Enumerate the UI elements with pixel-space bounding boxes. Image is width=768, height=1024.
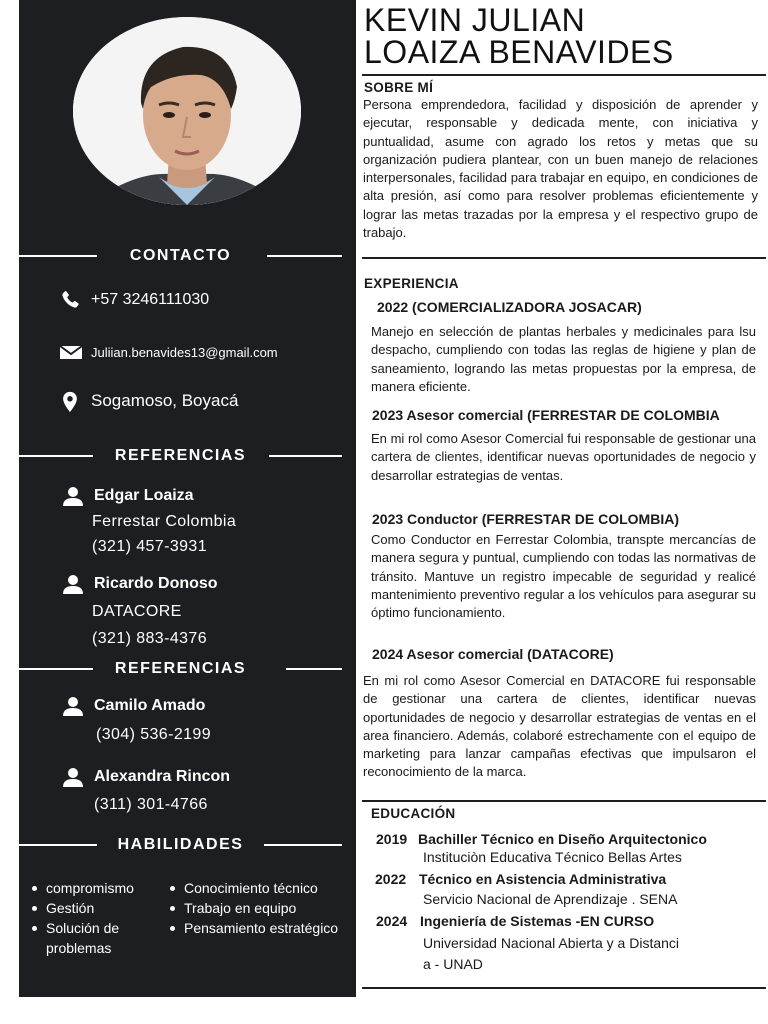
skills-list [29,878,356,958]
user-icon [62,486,84,506]
skill-item: Trabajo en equipo [167,898,352,918]
job-text-3: Como Conductor en Ferrestar Colombia, transpte mercancías de manera segura y puntual, cumpliendo con todas las normativas de tránsito. Mantuve un registro impecable de seguridad y realicé mantenimiento preventivo regular a los vehículos para asegurar su óptimo funcionamiento. [371,532,756,621]
contact-heading [19,246,356,266]
candidate-name [364,4,764,68]
experience-title: EXPERIENCIA [364,276,459,291]
sidebar [19,0,356,997]
education-item-1 [376,831,707,849]
job-heading-4: 2024 Asesor comercial (DATACORE) [372,646,614,662]
email-icon [59,341,81,363]
email-row [59,341,278,363]
education-title: EDUCACIÓN [371,806,456,821]
skill-item: Solución de problemas [29,918,167,958]
education-institution-3-line-2: a - UNAD [423,956,483,972]
about-title: SOBRE MÍ [364,80,434,95]
reference-company-1: Ferrestar Colombia [92,513,237,530]
skills-heading [19,835,356,855]
education-degree: Bachiller Técnico en Diseño Arquitectonico [418,831,707,847]
references-heading-1 [19,446,356,466]
job-text-2: En mi rol como Asesor Comercial fui responsable de gestionar una cartera de clientes, identificar nuevas oportunidades de negocio y desarrollar estrategias de ventas. [371,431,756,483]
skill-item: Conocimiento técnico [167,878,352,898]
email-address[interactable]: Juliian.benavides13@gmail.com [91,344,278,360]
profile-photo [73,17,301,205]
education-year: 2024 [376,913,408,929]
name-line-2: LOAIZA BENAVIDES [364,34,674,70]
references-title-2: REFERENCIAS [114,660,247,677]
job-heading-2: 2023 Asesor comercial (FERRESTAR DE COLOMBIA [372,407,720,423]
phone-row [59,289,209,311]
reference-phone-2: (321) 883-4376 [92,630,208,647]
name-line-1: KEVIN JULIAN [364,2,586,38]
skills-column-2 [167,878,352,958]
skills-column-1 [29,878,167,958]
skill-item: Gestión [29,898,167,918]
reference-phone-1: (321) 457-3931 [92,538,208,555]
divider [362,800,766,802]
contact-title: CONTACTO [129,247,232,264]
location-text: Sogamoso, Boyacá [91,391,239,410]
skills-title: HABILIDADES [117,836,244,853]
reference-company-2: DATACORE [92,603,182,620]
education-degree: Técnico en Asistencia Administrativa [419,871,667,887]
user-icon [62,574,84,594]
reference-name-3: Camilo Amado [62,696,205,716]
divider [362,987,766,989]
location-row [59,390,238,412]
education-year: 2022 [375,871,407,887]
location-pin-icon [59,390,81,412]
education-item-3 [376,913,654,931]
education-item-2 [375,871,666,889]
divider [362,257,766,259]
job-heading-1: 2022 (COMERCIALIZADORA JOSACAR) [377,299,642,315]
education-institution-1: Instituciòn Educativa Técnico Bellas Artes [423,849,682,865]
education-year: 2019 [376,831,408,847]
reference-name-4: Alexandra Rincon [62,767,230,787]
reference-phone-3: (304) 536-2199 [96,726,212,743]
job-text-1: Manejo en selección de plantas herbales y medicinales para lsu despacho, cumpliendo con todas las reglas de higiene y plan de saneamiento, logrando las metas propuestas por la empresa, de manera eficiente. [371,324,756,394]
skill-item: Pensamiento estratégico [167,918,352,938]
job-text-4: En mi rol como Asesor Comercial en DATACORE fui responsable de gestionar una cartera de clientes, identificar nuevas oportunidades de negocio y desarrollar estrategias de ventas en el area financiero. Además, colaboré estrechamente con el equipo de marketing para lanzar campañas efectivas que impulsaron el reconocimiento de la marca. [363,673,756,780]
job-heading-3: 2023 Conductor (FERRESTAR DE COLOMBIA) [372,511,679,527]
references-title-1: REFERENCIAS [114,447,247,464]
education-institution-3-line-1: Universidad Nacional Abierta y a Distanci [423,935,680,951]
reference-name-1: Edgar Loaiza [62,486,194,506]
phone-icon [59,289,81,311]
divider [362,74,766,76]
reference-name-2: Ricardo Donoso [62,574,218,594]
references-heading-2 [19,659,356,679]
about-text: Persona emprendedora, facilidad y disposición de aprender y ejecutar, responsable y dedicada mente, con iniciativa y puntualidad, asume con agrado los retos y metas que su organización pudiera plantear, con un buen manejo de relaciones interpersonales, facilidad para trabajar en equipo, en condiciones de alta presión, así como para resolver problemas eficientemente y lograr las metas trazadas por la empresa y el respectivo grupo de trabajo. [363,97,758,241]
education-institution-2: Servicio Nacional de Aprendizaje . SENA [423,891,678,907]
education-degree: Ingeniería de Sistemas -EN CURSO [420,913,655,929]
phone-number[interactable]: +57 3246111030 [91,291,210,308]
reference-phone-4: (311) 301-4766 [94,796,208,813]
skill-item: compromismo [29,878,167,898]
user-icon [62,696,84,716]
user-icon [62,767,84,787]
